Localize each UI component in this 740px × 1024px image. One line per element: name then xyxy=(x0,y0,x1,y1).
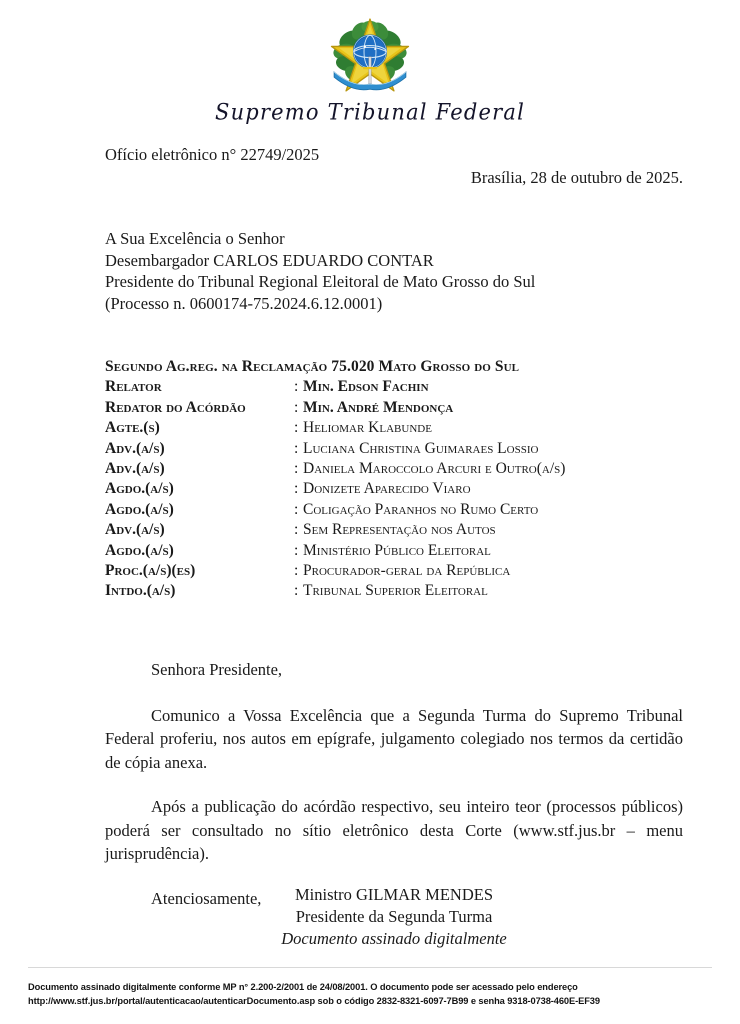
brazil-coat-of-arms-icon xyxy=(327,14,413,96)
salutation: Senhora Presidente, xyxy=(151,660,283,679)
party-label: Adv.(a/s) xyxy=(105,521,165,539)
party-label: Agte.(s) xyxy=(105,419,160,437)
party-separator: : xyxy=(294,378,299,396)
party-value: Min. André Mendonça xyxy=(303,398,454,416)
party-value: Daniela Maroccolo Arcuri e Outro(a/s) xyxy=(303,460,566,478)
date-line: Brasília, 28 de outubro de 2025. xyxy=(470,168,683,187)
party-separator: : xyxy=(294,562,299,580)
body-paragraph-1: Comunico a Vossa Excelência que a Segunda Turma do Supremo Tribunal Federal proferiu, nos autos em epígrafe, julgamento colegiado nos termos da certidão de cópia anexa. xyxy=(105,705,683,772)
party-label: Adv.(a/s) xyxy=(105,439,165,457)
footer-line-1: Documento assinado digitalmente conforme MP n° 2.200-2/2001 de 24/08/2001. O documento pode ser acessado pelo endereço xyxy=(28,982,578,992)
body-paragraph-2: Após a publicação do acórdão respectivo, seu inteiro teor (processos públicos) poderá ser consultado no sítio eletrônico desta Corte (www.stf.jus.br – menu jurisprudência). xyxy=(105,797,683,863)
party-value: Coligação Paranhos no Rumo Certo xyxy=(303,500,539,518)
signature-digital-note: Documento assinado digitalmente xyxy=(281,929,507,948)
party-row xyxy=(105,439,683,459)
party-row xyxy=(105,377,683,397)
addressee-case-number: (Processo n. 0600174-75.2024.6.12.0001) xyxy=(105,293,383,313)
party-separator: : xyxy=(294,582,299,600)
party-row xyxy=(105,500,683,520)
party-separator: : xyxy=(294,480,299,498)
party-value: Ministério Público Eleitoral xyxy=(303,541,491,559)
party-row xyxy=(105,581,683,601)
party-separator: : xyxy=(294,541,299,559)
party-value: Luciana Christina Guimaraes Lossio xyxy=(303,439,539,457)
party-row xyxy=(105,561,683,581)
party-row xyxy=(105,398,683,418)
party-row xyxy=(105,479,683,499)
party-value: Tribunal Superior Eleitoral xyxy=(303,582,488,600)
addressee-line-1: A Sua Excelência o Senhor xyxy=(105,229,285,248)
party-list xyxy=(105,377,683,601)
signature-role: Presidente da Segunda Turma xyxy=(295,907,493,926)
party-separator: : xyxy=(294,419,299,437)
party-label: Intdo.(a/s) xyxy=(105,582,176,600)
party-separator: : xyxy=(294,521,299,539)
case-block xyxy=(105,357,683,602)
letter-body xyxy=(105,658,683,910)
oficio-number: Ofício eletrônico n° 22749/2025 xyxy=(105,145,320,164)
party-row xyxy=(105,541,683,561)
footer-line-2: http://www.stf.jus.br/portal/autenticacao/autenticarDocumento.asp sob o código 2832-8321-6097-7B99 e senha 9318-0738-460E-EF39 xyxy=(28,995,600,1006)
signature-block xyxy=(105,884,683,950)
party-value: Donizete Aparecido Viaro xyxy=(303,480,471,498)
party-value: Min. Edson Fachin xyxy=(303,378,429,396)
closing: Atenciosamente, xyxy=(151,888,262,908)
party-label: Relator xyxy=(105,378,162,396)
addressee-block xyxy=(105,228,535,314)
party-row xyxy=(105,520,683,540)
party-row xyxy=(105,459,683,479)
party-separator: : xyxy=(294,398,299,416)
letterhead xyxy=(0,0,740,124)
addressee-line-3: Presidente do Tribunal Regional Eleitoral de Mato Grosso do Sul xyxy=(105,272,536,291)
party-row xyxy=(105,418,683,438)
party-separator: : xyxy=(294,500,299,518)
party-label: Agdo.(a/s) xyxy=(105,500,174,518)
party-label: Adv.(a/s) xyxy=(105,460,165,478)
party-label: Agdo.(a/s) xyxy=(105,541,174,559)
party-value: Sem Representação nos Autos xyxy=(303,521,496,539)
party-label: Agdo.(a/s) xyxy=(105,480,174,498)
footer-divider xyxy=(28,967,712,968)
authentication-footer xyxy=(28,981,718,1008)
party-value: Procurador-geral da República xyxy=(303,562,511,580)
signature-name: Ministro GILMAR MENDES xyxy=(294,885,493,904)
party-separator: : xyxy=(294,439,299,457)
party-separator: : xyxy=(294,460,299,478)
case-title: Segundo Ag.reg. na Reclamação 75.020 Mato Grosso do Sul xyxy=(105,358,520,375)
party-value: Heliomar Klabunde xyxy=(303,419,432,437)
addressee-line-2: Desembargador CARLOS EDUARDO CONTAR xyxy=(105,250,434,270)
party-label: Proc.(a/s)(es) xyxy=(105,562,196,580)
court-name: Supremo Tribunal Federal xyxy=(214,99,525,125)
party-label: Redator do Acórdão xyxy=(105,398,246,416)
